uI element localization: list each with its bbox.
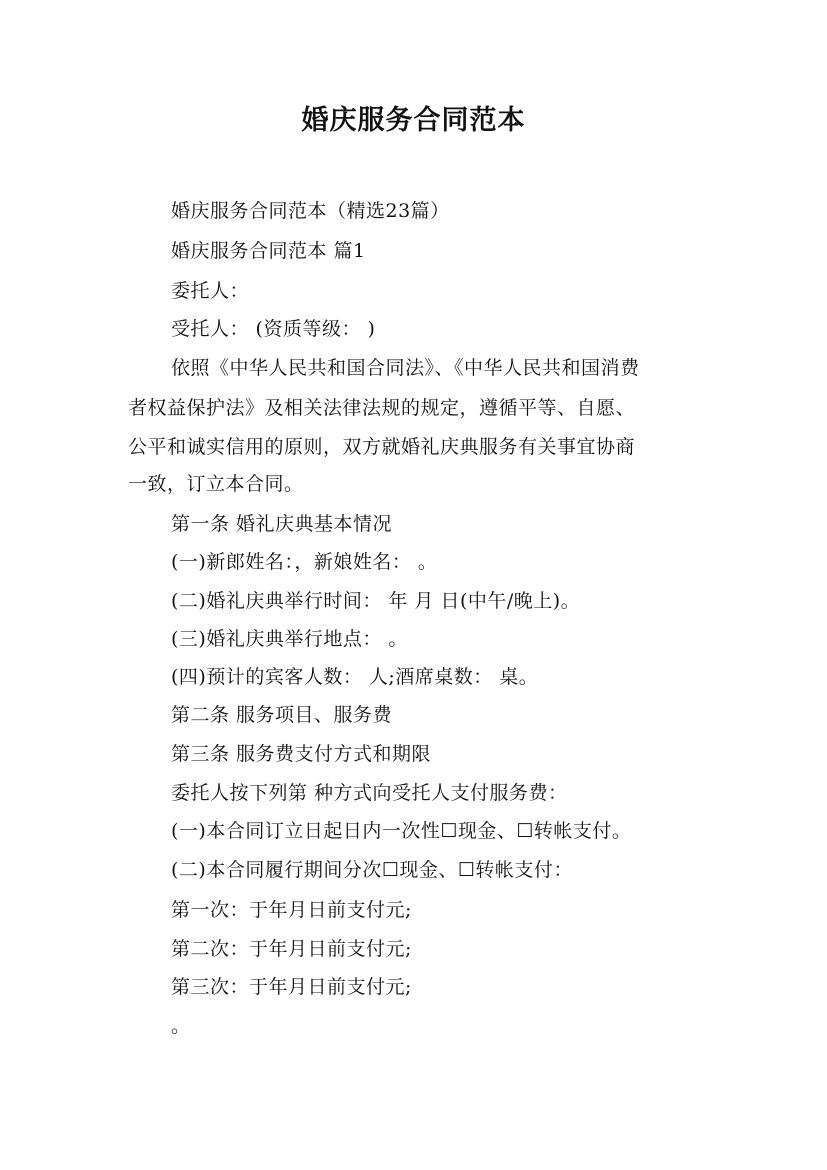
doc-payment-line: 第二次：于年月日前支付元; — [171, 938, 412, 960]
doc-article-heading: 第二条 服务项目、服务费 — [171, 704, 393, 726]
doc-paragraph: 委托人按下列第 种方式向受托人支付服务费： — [171, 782, 568, 804]
doc-paragraph: 受托人： (资质等级： ) — [171, 318, 376, 340]
doc-article-heading: 第一条 婚礼庆典基本情况 — [171, 513, 393, 535]
doc-payment-line: 第三次：于年月日前支付元; — [171, 976, 412, 998]
doc-paragraph: 者权益保护法》及相关法律法规的规定，遵循平等、自愿、 — [128, 397, 636, 419]
doc-paragraph: 委托人： — [171, 280, 250, 302]
doc-list-item: (二)本合同履行期间分次☐现金、☐转帐支付： — [171, 859, 573, 881]
doc-section-heading: 婚庆服务合同范本 篇1 — [171, 240, 366, 262]
doc-subtitle: 婚庆服务合同范本（精选23篇） — [171, 200, 450, 222]
doc-payment-line: 第一次：于年月日前支付元; — [171, 899, 412, 921]
doc-paragraph: 一致，订立本合同。 — [128, 473, 304, 495]
doc-paragraph: 公平和诚实信用的原则，双方就婚礼庆典服务有关事宜协商 — [128, 436, 636, 458]
doc-list-item: (二)婚礼庆典举行时间： 年 月 日(中午/晚上)。 — [171, 590, 581, 612]
doc-paragraph: 依照《中华人民共和国合同法》、《中华人民共和国消费 — [171, 357, 640, 379]
doc-list-item: (一)新郎姓名：，新娘姓名： 。 — [171, 551, 438, 573]
doc-list-item: (三)婚礼庆典举行地点： 。 — [171, 628, 408, 650]
doc-list-item: (四)预计的宾客人数： 人;酒席桌数： 桌。 — [171, 666, 539, 688]
document-title: 婚庆服务合同范本 — [301, 105, 526, 136]
doc-paragraph-end: 。 — [171, 1015, 191, 1037]
doc-list-item: (一)本合同订立日起日内一次性☐现金、☐转帐支付。 — [171, 820, 632, 842]
doc-article-heading: 第三条 服务费支付方式和期限 — [171, 743, 432, 765]
